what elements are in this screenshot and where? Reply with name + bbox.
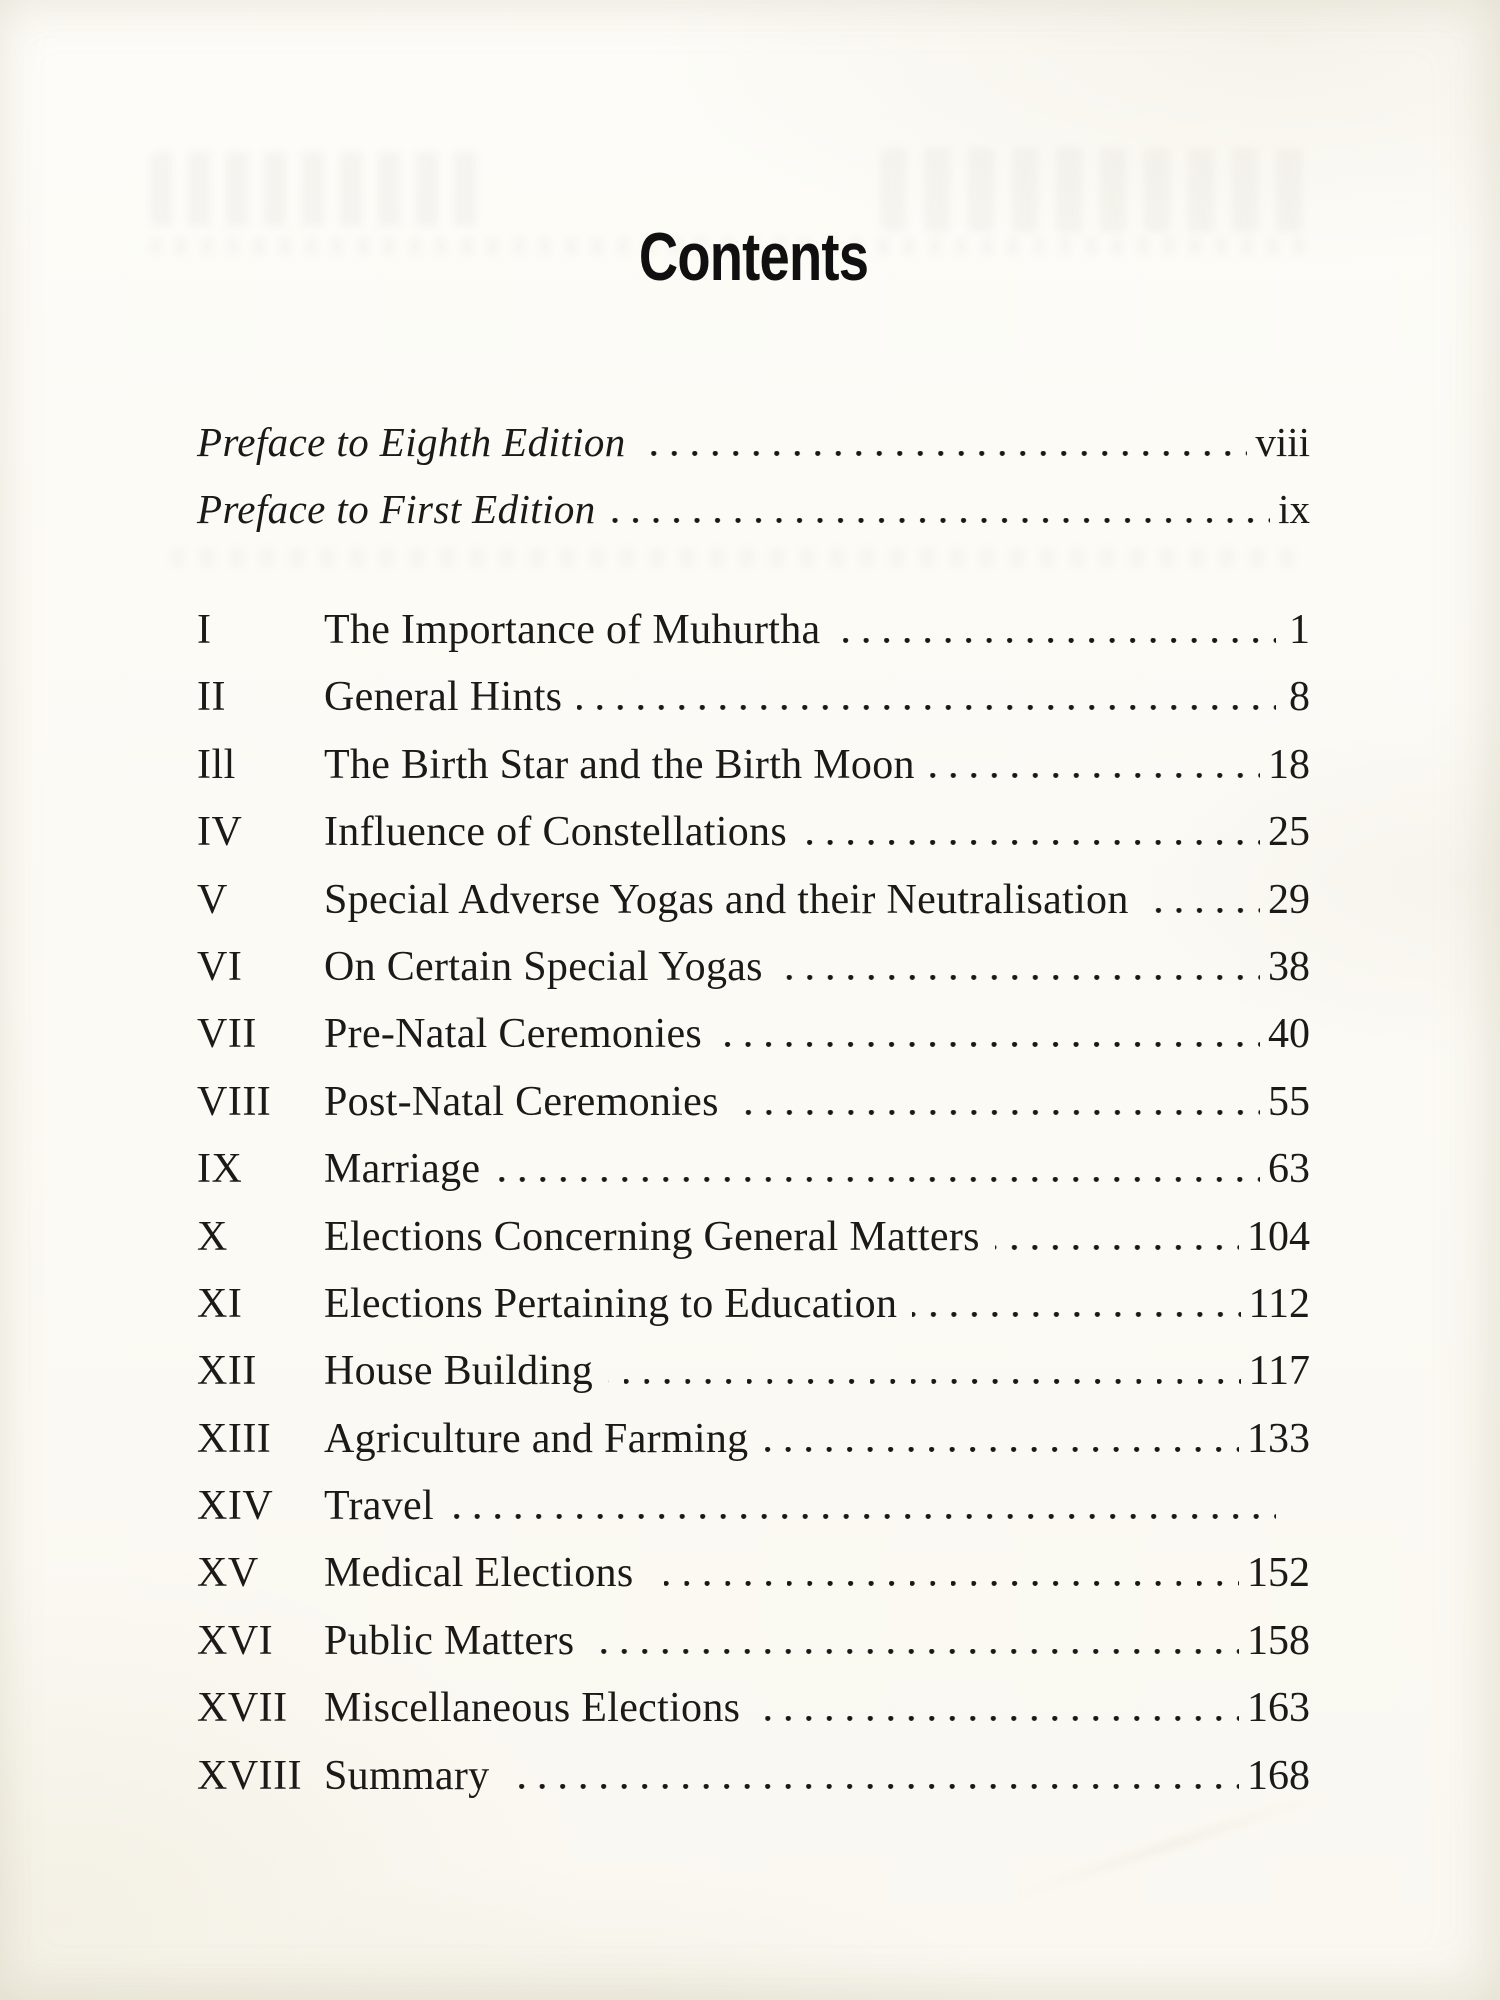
chapter-title: Elections Pertaining to Education: [324, 1280, 898, 1327]
chapter-numeral: Ill: [197, 741, 236, 788]
chapter-title: Public Matters: [324, 1617, 575, 1664]
chapter-numeral: VII: [197, 1011, 257, 1058]
page-title: Contents: [638, 218, 869, 295]
chapter-numeral: XI: [197, 1280, 243, 1327]
chapter-numeral: VI: [197, 943, 243, 990]
front-matter-row: [197, 485, 1310, 552]
page-number: viii: [1255, 419, 1310, 465]
page-number: 29: [1268, 876, 1310, 923]
page-number: 158: [1247, 1617, 1310, 1664]
chapters-list: [197, 606, 1310, 1819]
chapter-numeral: IV: [197, 809, 243, 856]
page-number: 152: [1247, 1550, 1310, 1597]
page-number: 25: [1268, 809, 1310, 856]
page-number: 112: [1248, 1280, 1310, 1327]
chapter-title: Post-Natal Ceremonies: [324, 1078, 719, 1125]
page-number: 8: [1289, 674, 1310, 721]
dot-leader: [763, 1447, 1239, 1452]
front-matter-label: Preface to Eighth Edition: [197, 419, 626, 465]
chapter-title: Agriculture and Farming: [324, 1415, 749, 1462]
chapter-title: Marriage: [324, 1146, 481, 1193]
chapter-numeral: XVI: [197, 1617, 274, 1664]
front-matter-label: Preface to First Edition: [197, 486, 596, 532]
chapter-title: Summary: [324, 1752, 490, 1799]
dot-leader: [649, 1581, 1240, 1586]
dot-leader: [912, 1312, 1240, 1317]
page-number: 38: [1268, 943, 1310, 990]
chapter-title: Elections Concerning General Matters: [324, 1213, 980, 1260]
dot-leader: [995, 1245, 1239, 1250]
chapter-row: [197, 1617, 1310, 1684]
front-matter-list: [197, 418, 1310, 552]
chapter-row: [197, 1078, 1310, 1145]
dot-leader: [589, 1649, 1239, 1654]
dot-leader: [1144, 908, 1260, 913]
dot-leader: [449, 1514, 1276, 1519]
chapter-numeral: XIV: [197, 1483, 274, 1530]
chapter-title: The Importance of Muhurtha: [324, 607, 821, 653]
chapter-row: [197, 1347, 1310, 1414]
chapter-row: [197, 1549, 1310, 1616]
chapter-title: Special Adverse Yogas and their Neutralisation: [324, 876, 1129, 923]
chapter-row: [197, 943, 1310, 1010]
chapter-row: [197, 1145, 1310, 1212]
page-number: 40: [1268, 1011, 1310, 1058]
bleed-through-artifact: [150, 152, 490, 226]
chapter-title: Travel: [324, 1483, 434, 1530]
chapter-row: [197, 1482, 1310, 1549]
dot-leader: [641, 451, 1248, 456]
chapter-row: [197, 606, 1310, 673]
chapter-row: [197, 673, 1310, 740]
page-number: 163: [1247, 1685, 1310, 1732]
chapter-numeral: XIII: [197, 1415, 272, 1462]
chapter-row: [197, 1280, 1310, 1347]
chapter-title: Miscellaneous Elections: [324, 1685, 741, 1732]
dot-leader: [778, 975, 1260, 980]
dot-leader: [495, 1177, 1260, 1182]
page-number: 117: [1248, 1348, 1310, 1395]
chapter-numeral: I: [197, 607, 212, 653]
dot-leader: [611, 518, 1270, 523]
page-number: 133: [1247, 1415, 1310, 1462]
dot-leader: [802, 840, 1260, 845]
chapter-numeral: XV: [197, 1550, 259, 1597]
chapter-row: [197, 1752, 1310, 1819]
dot-leader: [755, 1716, 1239, 1721]
dot-leader: [734, 1110, 1260, 1115]
dot-leader: [504, 1784, 1239, 1789]
page-number: 18: [1268, 741, 1310, 788]
chapter-row: [197, 1213, 1310, 1280]
chapter-numeral: IX: [197, 1146, 243, 1193]
chapter-title: General Hints: [324, 674, 563, 721]
dot-leader: [608, 1379, 1241, 1384]
chapter-numeral: XII: [197, 1348, 257, 1395]
chapter-numeral: VIII: [197, 1078, 272, 1125]
chapter-row: [197, 876, 1310, 943]
chapter-numeral: XVIII: [197, 1752, 303, 1799]
chapter-numeral: XVII: [197, 1685, 288, 1732]
dot-leader: [577, 705, 1276, 710]
dot-leader: [717, 1042, 1260, 1047]
page-number: 55: [1268, 1078, 1310, 1125]
page-number: ix: [1278, 486, 1310, 532]
page-number: 63: [1268, 1146, 1310, 1193]
chapter-row: [197, 1684, 1310, 1751]
chapter-row: [197, 741, 1310, 808]
page-number: 168: [1247, 1752, 1310, 1799]
chapter-title: Pre-Natal Ceremonies: [324, 1011, 703, 1058]
chapter-title: On Certain Special Yogas: [324, 943, 763, 990]
chapter-row: [197, 808, 1310, 875]
page-number: 104: [1247, 1213, 1310, 1260]
chapter-title: Influence of Constellations: [324, 809, 787, 856]
dot-leader: [835, 638, 1276, 643]
chapter-row: [197, 1010, 1310, 1077]
dot-leader: [930, 773, 1260, 778]
chapter-numeral: II: [197, 674, 226, 721]
chapter-title: The Birth Star and the Birth Moon: [324, 741, 915, 788]
chapter-row: [197, 1415, 1310, 1482]
chapter-title: Medical Elections: [324, 1550, 634, 1597]
page-number: 1: [1289, 607, 1310, 653]
chapter-title: House Building: [324, 1348, 594, 1395]
chapter-numeral: X: [197, 1213, 228, 1260]
front-matter-row: [197, 418, 1310, 485]
chapter-numeral: V: [197, 876, 228, 923]
